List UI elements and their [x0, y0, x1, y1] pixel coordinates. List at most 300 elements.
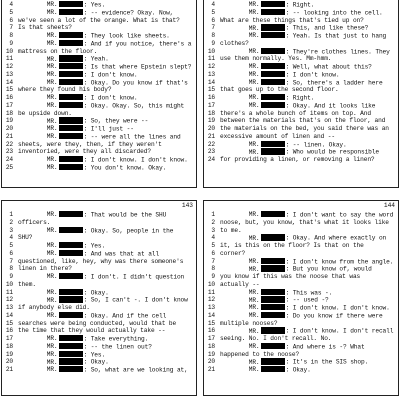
redaction-bar — [59, 79, 83, 85]
line-text — [18, 86, 194, 94]
redaction-bar — [261, 289, 285, 295]
spoken-text: : And where is -? What — [285, 343, 365, 351]
speaker-prefix: MR. — [248, 1, 260, 9]
transcript-line — [204, 110, 398, 118]
transcript-line — [2, 94, 196, 102]
speaker-prefix: MR. — [46, 133, 58, 141]
transcript-line — [2, 125, 196, 133]
transcript-line — [2, 351, 196, 359]
spoken-text: we've seen a lot of the orange. What is that? — [18, 16, 180, 24]
line-number: 15 — [207, 319, 215, 327]
spoken-text: be upside down. — [18, 109, 72, 117]
redaction-bar — [261, 94, 285, 100]
line-number: 12 — [207, 63, 215, 70]
line-number: 6 — [9, 249, 13, 257]
spoken-text: : Well, what about this? — [285, 63, 372, 71]
transcript-line — [2, 32, 196, 40]
line-text — [220, 227, 396, 235]
line-number: 21 — [5, 366, 13, 373]
redaction-bar — [59, 117, 83, 123]
line-number: 9 — [211, 273, 215, 280]
line-text — [18, 320, 194, 328]
spoken-text: questioned, like, hey, why was there someone's — [18, 257, 184, 265]
redaction-bar — [261, 327, 285, 333]
spoken-text: : I don't know. I don't know. — [285, 304, 390, 312]
spoken-text: that goes up to the second floor. — [220, 86, 339, 94]
transcript-lines — [204, 211, 398, 374]
line-number: 16 — [5, 327, 13, 335]
line-number: 25 — [5, 163, 13, 171]
speaker-prefix: MR. — [46, 71, 58, 79]
transcript-page-143 — [1, 200, 197, 396]
spoken-text: officers. — [18, 218, 51, 226]
transcript-line — [204, 1, 398, 9]
speaker-prefix: MR. — [46, 350, 58, 358]
transcript-line — [2, 164, 196, 172]
line-number: 20 — [5, 125, 13, 132]
page-number: 143 — [181, 202, 193, 209]
transcript-line — [2, 1, 196, 9]
speaker-prefix: MR. — [248, 140, 260, 148]
speaker-prefix: MR. — [46, 296, 58, 304]
spoken-text: : Right. — [285, 94, 315, 102]
spoken-text: happened to the noose? — [220, 350, 300, 358]
line-text — [18, 141, 194, 149]
spoken-text: : Do you know if there were — [285, 312, 383, 320]
redaction-bar — [59, 55, 83, 61]
redaction-bar — [261, 79, 285, 85]
redaction-bar — [261, 234, 285, 240]
transcript-line — [2, 148, 196, 156]
speaker-prefix: MR. — [248, 9, 260, 17]
transcript-line — [2, 71, 196, 79]
line-number: 17 — [207, 335, 215, 342]
redaction-bar — [261, 296, 285, 302]
spoken-text: : I don't know. I don't recall — [285, 327, 394, 335]
spoken-text: : -- linen. Okay. — [285, 140, 347, 148]
spoken-text: : Right. — [285, 1, 315, 9]
transcript-line — [204, 17, 398, 25]
redaction-bar — [59, 133, 83, 139]
line-text — [18, 219, 194, 227]
transcript-line — [2, 265, 196, 273]
line-text — [220, 125, 396, 133]
line-text — [220, 320, 396, 328]
speaker-prefix: MR. — [46, 164, 58, 172]
line-number: 12 — [207, 296, 215, 304]
spoken-text: Is that sheets? — [18, 24, 72, 32]
line-number: 8 — [9, 32, 13, 39]
spoken-text: : Is that where Epstein slept? — [83, 63, 192, 71]
line-number: 13 — [207, 304, 215, 311]
line-number: 9 — [9, 39, 13, 47]
line-text — [220, 55, 396, 63]
speaker-prefix: MR. — [248, 78, 260, 86]
speaker-prefix: MR. — [248, 71, 260, 79]
spoken-text: seeing. No. I don't recall. No. — [220, 335, 332, 342]
spoken-text: : This, and like these? — [285, 24, 369, 32]
transcript-line — [204, 219, 398, 227]
transcript-line — [2, 227, 196, 235]
speaker-prefix: MR. — [248, 288, 260, 296]
line-number: 21 — [207, 366, 215, 373]
transcript-line — [204, 351, 398, 359]
line-text — [18, 17, 194, 25]
redaction-bar — [59, 9, 83, 15]
redaction-bar — [261, 48, 285, 54]
line-number: 24 — [5, 156, 13, 163]
spoken-text: linen in there? — [18, 265, 72, 273]
redaction-bar — [59, 94, 83, 100]
transcript-line — [204, 281, 398, 289]
line-number: 19 — [207, 117, 215, 125]
transcript-line — [204, 335, 398, 343]
transcript-line — [204, 63, 398, 71]
transcript-line — [2, 327, 196, 335]
spoken-text: multiple nooses? — [220, 319, 278, 327]
transcript-line — [2, 273, 196, 281]
redaction-bar — [59, 289, 83, 295]
transcript-line — [204, 320, 398, 328]
transcript-line — [2, 141, 196, 149]
transcript-line — [204, 156, 398, 164]
line-text — [220, 335, 396, 343]
line-number: 20 — [207, 358, 215, 366]
line-number: 21 — [5, 132, 13, 140]
line-number: 13 — [5, 304, 13, 311]
transcript-line — [204, 102, 398, 110]
line-number: 14 — [5, 311, 13, 319]
spoken-text: : It's in the SIS shop. — [285, 358, 369, 366]
transcript-line — [204, 24, 398, 32]
spoken-text: actually -- — [220, 280, 260, 288]
speaker-prefix: MR. — [248, 32, 260, 40]
transcript-line — [204, 211, 398, 219]
transcript-line — [204, 258, 398, 266]
transcript-line — [204, 86, 398, 94]
line-text — [220, 281, 396, 289]
line-number: 17 — [5, 335, 13, 342]
line-number: 7 — [211, 257, 215, 265]
line-text — [220, 250, 396, 258]
transcript-line — [2, 250, 196, 258]
spoken-text: you know if this was the noose that was — [220, 273, 361, 280]
line-number: 20 — [5, 358, 13, 366]
spoken-text: What are these things that's tied up on? — [220, 16, 364, 24]
transcript-line — [2, 48, 196, 56]
line-text — [220, 242, 396, 250]
spoken-text: noose, but, you know, that's what it looks like — [220, 218, 389, 226]
line-number: 18 — [207, 109, 215, 117]
redaction-bar — [261, 24, 285, 30]
spoken-text: : I'll just -- — [83, 125, 134, 133]
transcript-line — [204, 9, 398, 17]
transcript-line — [2, 79, 196, 87]
speaker-prefix: MR. — [46, 78, 58, 86]
line-number: 12 — [5, 296, 13, 304]
transcript-line — [204, 71, 398, 79]
speaker-prefix: MR. — [46, 63, 58, 71]
spoken-text: : Okay. And where exactly on — [285, 234, 387, 242]
spoken-text: : That would be the SHU — [83, 211, 167, 219]
transcript-line — [2, 366, 196, 374]
line-number: 4 — [9, 234, 13, 242]
line-number: 19 — [5, 350, 13, 358]
transcript-line — [204, 242, 398, 250]
line-number: 8 — [211, 32, 215, 39]
transcript-line — [204, 133, 398, 141]
transcript-line — [2, 296, 196, 304]
line-number: 7 — [211, 24, 215, 32]
spoken-text: : -- looking into the cell. — [285, 9, 383, 17]
speaker-prefix: MR. — [46, 9, 58, 17]
line-number: 11 — [207, 55, 215, 63]
line-number: 7 — [9, 257, 13, 265]
spoken-text: corner? — [220, 249, 246, 257]
transcript-line — [204, 250, 398, 258]
spoken-text: : I don't want to say the word — [285, 211, 394, 219]
redaction-bar — [261, 304, 285, 310]
spoken-text: : I don't know. — [285, 71, 340, 79]
speaker-prefix: MR. — [248, 24, 260, 32]
line-text — [220, 86, 396, 94]
line-number: 6 — [9, 16, 13, 24]
spoken-text: : I don't know from the angle. — [285, 257, 394, 265]
spoken-text: : Yes. — [83, 242, 106, 250]
speaker-prefix: MR. — [46, 312, 58, 320]
line-text — [18, 148, 194, 156]
spoken-text: : Okay. — [83, 358, 109, 366]
line-number: 14 — [207, 311, 215, 319]
speaker-prefix: MR. — [46, 288, 58, 296]
line-number: 4 — [9, 1, 13, 8]
redaction-bar — [59, 312, 83, 318]
line-number: 18 — [5, 109, 13, 117]
transcript-line — [2, 63, 196, 71]
redaction-bar — [59, 156, 83, 162]
line-number: 2 — [211, 218, 215, 226]
redaction-bar — [59, 40, 83, 46]
line-number: 19 — [207, 350, 215, 358]
spoken-text: there's a whole bunch of items on top. And — [220, 109, 371, 117]
line-number: 11 — [5, 288, 13, 296]
transcript-page-top-right — [203, 0, 399, 188]
line-number: 22 — [5, 140, 13, 148]
redaction-bar — [261, 265, 285, 271]
spoken-text: for providing a linen, or removing a linen? — [220, 156, 375, 163]
line-number: 7 — [9, 24, 13, 32]
speaker-prefix: MR. — [248, 358, 260, 366]
redaction-bar — [261, 148, 285, 154]
redaction-bar — [59, 63, 83, 69]
line-text — [220, 366, 396, 374]
spoken-text: : Okay. — [285, 366, 311, 374]
line-text — [220, 117, 396, 125]
spoken-text: the time that they would actually take -- — [18, 327, 166, 335]
transcript-line — [2, 133, 196, 141]
transcript-line — [2, 335, 196, 343]
speaker-prefix: MR. — [248, 102, 260, 110]
redaction-bar — [261, 366, 285, 372]
transcript-lines — [2, 211, 196, 374]
speaker-prefix: MR. — [46, 117, 58, 125]
spoken-text: the materials on the bed, you said there was an — [220, 125, 389, 132]
line-number: 17 — [207, 101, 215, 109]
redaction-bar — [261, 102, 285, 108]
speaker-prefix: MR. — [248, 312, 260, 320]
spoken-text: : Okay. Do you know if that's — [83, 78, 188, 86]
speaker-prefix: MR. — [46, 102, 58, 110]
transcript-line — [204, 148, 398, 156]
transcript-line — [204, 289, 398, 297]
redaction-bar — [59, 71, 83, 77]
redaction-bar — [59, 296, 83, 302]
speaker-prefix: MR. — [248, 257, 260, 265]
transcript-lines — [2, 1, 196, 172]
transcript-line — [2, 102, 196, 110]
redaction-bar — [59, 164, 83, 170]
speaker-prefix: MR. — [46, 358, 58, 366]
speaker-prefix: MR. — [46, 226, 58, 234]
spoken-text: : Yeah. — [83, 55, 109, 63]
transcript-line — [2, 343, 196, 351]
redaction-bar — [59, 273, 83, 279]
transcript-line — [204, 141, 398, 149]
spoken-text: use them normally. Yes. Mm-hmm. — [220, 55, 332, 63]
spoken-text: inventoried, were they all discarded? — [18, 148, 151, 156]
redaction-bar — [59, 32, 83, 38]
spoken-text: : I don't. I didn't question — [83, 273, 185, 281]
redaction-bar — [59, 343, 83, 349]
spoken-text: : But you know of, would — [285, 265, 372, 273]
spoken-text: mattress on the floor. — [18, 47, 98, 55]
line-number: 13 — [5, 70, 13, 78]
speaker-prefix: MR. — [248, 296, 260, 304]
transcript-line — [2, 17, 196, 25]
redaction-bar — [261, 1, 285, 7]
transcript-line — [204, 79, 398, 87]
spoken-text: : So, I can't -. I don't know — [83, 296, 188, 304]
redaction-bar — [261, 9, 285, 15]
line-number: 14 — [207, 78, 215, 86]
speaker-prefix: MR. — [46, 250, 58, 258]
line-text — [18, 164, 194, 172]
transcript-line — [2, 117, 196, 125]
line-number: 6 — [211, 249, 215, 257]
speaker-prefix: MR. — [248, 234, 260, 242]
transcript-line — [2, 24, 196, 32]
line-number: 5 — [9, 8, 13, 16]
transcript-page-144 — [203, 200, 399, 396]
transcript-line — [2, 258, 196, 266]
redaction-bar — [59, 250, 83, 256]
spoken-text: if anybody else did. — [18, 304, 90, 311]
transcript-line — [2, 40, 196, 48]
spoken-text: : Yes. — [83, 1, 106, 9]
spoken-text: : Yes. — [83, 350, 106, 358]
redaction-bar — [261, 32, 285, 38]
speaker-prefix: MR. — [46, 125, 58, 133]
line-text — [220, 17, 396, 25]
spoken-text: : So, what are we looking at, — [83, 366, 188, 374]
transcript-line — [2, 312, 196, 320]
spoken-text: : I don't know. — [83, 94, 138, 102]
line-number: 16 — [207, 327, 215, 335]
line-number: 18 — [207, 342, 215, 350]
line-number: 10 — [207, 47, 215, 55]
transcript-line — [2, 211, 196, 219]
spoken-text: : So, there's a ladder here — [285, 78, 383, 86]
speaker-prefix: MR. — [46, 32, 58, 40]
speaker-prefix: MR. — [248, 304, 260, 312]
line-text — [18, 48, 194, 56]
line-number: 20 — [207, 125, 215, 132]
redaction-bar — [59, 358, 83, 364]
line-number: 13 — [207, 70, 215, 78]
speaker-prefix: MR. — [248, 211, 260, 219]
transcript-line — [2, 110, 196, 118]
transcript-line — [2, 156, 196, 164]
speaker-prefix: MR. — [46, 1, 58, 9]
speaker-prefix: MR. — [248, 327, 260, 335]
line-text — [220, 110, 396, 118]
redaction-bar — [59, 227, 83, 233]
line-number: 16 — [5, 94, 13, 101]
transcript-line — [2, 234, 196, 242]
spoken-text: searches were being conducted, would that be — [18, 319, 177, 327]
speaker-prefix: MR. — [46, 94, 58, 102]
line-number: 16 — [207, 94, 215, 101]
transcript-line — [204, 366, 398, 374]
redaction-bar — [261, 358, 285, 364]
speaker-prefix: MR. — [46, 343, 58, 351]
line-number: 19 — [5, 117, 13, 125]
spoken-text: SHU? — [18, 234, 33, 242]
spoken-text: : You don't know. Okay. — [83, 164, 167, 172]
line-number: 9 — [211, 39, 215, 47]
spoken-text: : This was -. — [285, 288, 333, 296]
speaker-prefix: MR. — [46, 273, 58, 281]
transcript-line — [2, 320, 196, 328]
spoken-text: : Okay. So, people in the — [83, 226, 174, 234]
line-number: 14 — [5, 78, 13, 86]
speaker-prefix: MR. — [248, 366, 260, 374]
transcript-line — [2, 358, 196, 366]
transcript-line — [204, 234, 398, 242]
redaction-bar — [261, 211, 285, 217]
line-number: 23 — [207, 148, 215, 156]
speaker-prefix: MR. — [46, 40, 58, 48]
transcript-line — [204, 55, 398, 63]
spoken-text: : Okay. Okay. So, this might — [83, 102, 185, 110]
spoken-text: to me. — [220, 226, 242, 234]
redaction-bar — [59, 335, 83, 341]
transcript-line — [204, 40, 398, 48]
transcript-line — [2, 289, 196, 297]
speaker-prefix: MR. — [46, 156, 58, 164]
spoken-text: : -- evidence? Okay. Now, — [83, 9, 174, 17]
transcript-line — [204, 304, 398, 312]
line-number: 4 — [211, 234, 215, 242]
spoken-text: it, is this on the floor? Is that on the — [220, 242, 364, 249]
redaction-bar — [59, 125, 83, 131]
line-number: 5 — [211, 242, 215, 249]
spoken-text: : -- the linen out? — [83, 343, 152, 351]
speaker-prefix: MR. — [248, 63, 260, 71]
transcript-lines — [204, 1, 398, 164]
line-number: 4 — [211, 1, 215, 8]
redaction-bar — [261, 63, 285, 69]
